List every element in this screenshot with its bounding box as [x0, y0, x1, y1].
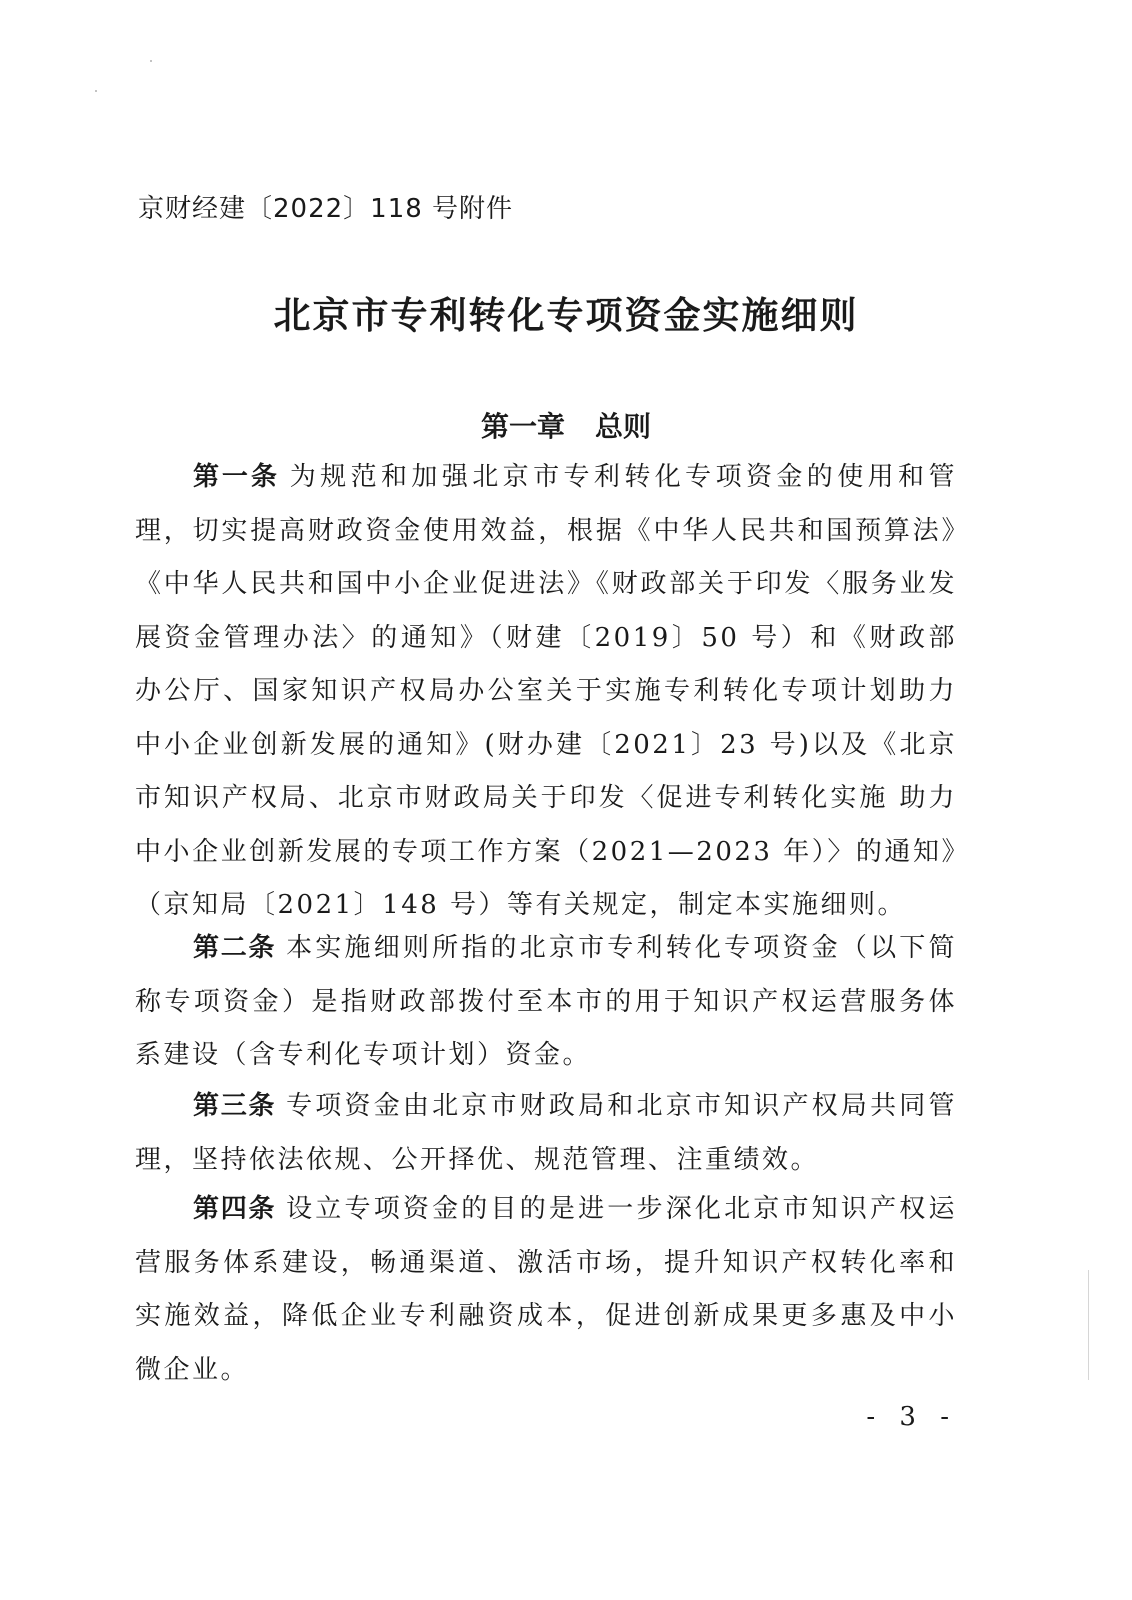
- document-reference: 京财经建〔2022〕118 号附件: [138, 194, 514, 224]
- article-heading: 第二条: [193, 933, 277, 963]
- scan-edge-mark: [1088, 1270, 1089, 1380]
- scan-speck: [95, 90, 97, 92]
- scan-speck: [150, 60, 152, 62]
- article-heading: 第三条: [193, 1091, 277, 1121]
- article-text: 为规范和加强北京市专利转化专项资金的使用和管理，切实提高财政资金使用效益，根据《中华人民共和国预算法》《中华人民共和国中小企业促进法》《财政部关于印发〈服务业发展资金管理办法〉的通知》（财建〔2019〕50 号）和《财政部办公厅、国家知识产权局办公室关于实施专利转化专项计划助力中小企业创新发展的通知》(财办建〔2021〕23 号)以及《北京市知识产权局、北京市财政局关于印发〈促进专利转化实施 助力中小企业创新发展的专项工作方案（2021—2023 年）〉的通知》（京知局〔2021〕148 号）等有关规定，制定本实施细则。: [135, 462, 957, 920]
- chapter-heading: [0, 405, 1132, 445]
- article-4: [135, 1183, 957, 1397]
- article-text: 本实施细则所指的北京市专利转化专项资金（以下简称专项资金）是指财政部拨付至本市的用于知识产权运营服务体系建设（含专利化专项计划）资金。: [135, 933, 957, 1070]
- article-3: [135, 1080, 957, 1187]
- page-number: - 3 -: [866, 1402, 957, 1432]
- chapter-name: 总则: [595, 410, 652, 443]
- article-2: [135, 922, 957, 1083]
- article-heading: 第一条: [193, 462, 280, 492]
- chapter-number: 第一章: [480, 410, 565, 443]
- document-title: 北京市专利转化专项资金实施细则: [273, 294, 859, 337]
- article-heading: 第四条: [193, 1194, 277, 1224]
- article-1: [135, 451, 957, 933]
- article-text: 设立专项资金的目的是进一步深化北京市知识产权运营服务体系建设，畅通渠道、激活市场，提升知识产权转化率和实施效益，降低企业专利融资成本，促进创新成果更多惠及中小微企业。: [135, 1194, 957, 1385]
- article-text: 专项资金由北京市财政局和北京市知识产权局共同管理，坚持依法依规、公开择优、规范管理、注重绩效。: [135, 1091, 957, 1175]
